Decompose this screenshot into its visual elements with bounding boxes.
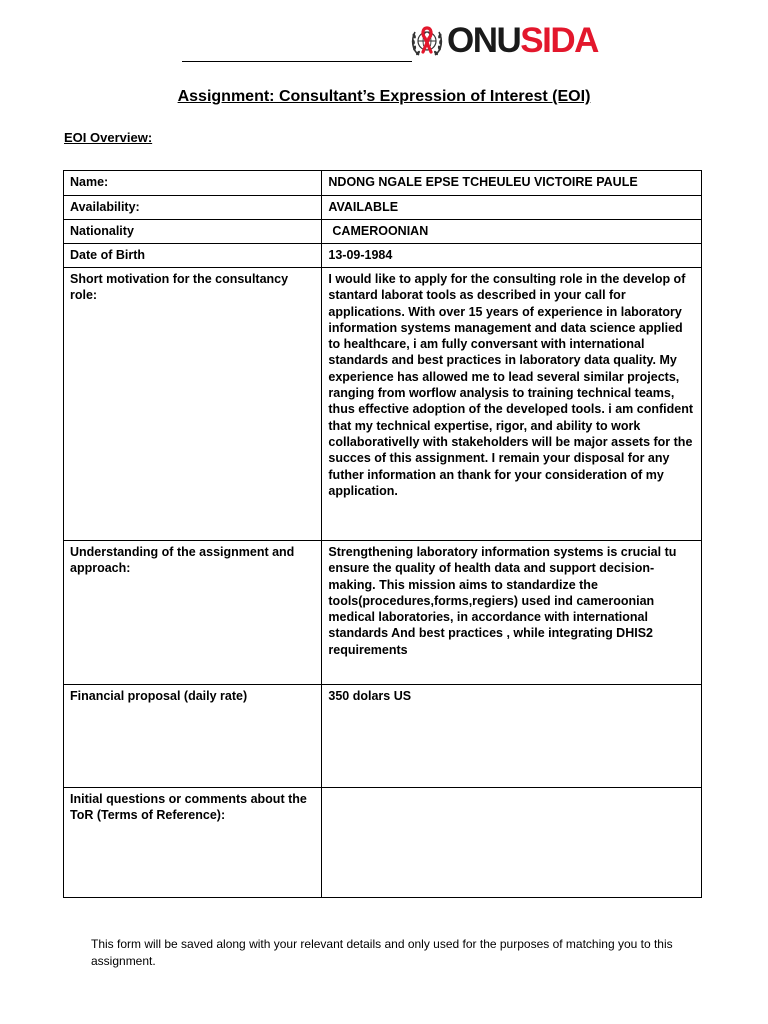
table-row [64, 244, 702, 268]
footer-note: This form will be saved along with your relevant details and only used for the purposes of matching you to this assignment. [91, 937, 673, 968]
nationality-text: CAMEROONIAN [332, 224, 429, 238]
field-label: Availability: [64, 196, 322, 220]
table-row [64, 268, 702, 541]
table-row [64, 788, 702, 898]
field-value-understanding: Strengthening laboratory information systems is crucial tu ensure the quality of health data and support decision-making. This mission aims to standardize the tools(procedures,forms,regiers) used ind cameroonian medical laboratories, in accordance with international standards And best practices , while integrating DHIS2 requirements [322, 541, 702, 685]
eoi-table [63, 170, 702, 898]
signature-line [182, 61, 412, 62]
table-row [64, 196, 702, 220]
logo-text-onu: ONU [447, 21, 521, 60]
field-value-financial-proposal: 350 dolars US [322, 685, 702, 788]
field-value-name: NDONG NGALE EPSE TCHEULEU VICTOIRE PAULE [322, 171, 702, 196]
field-value-tor-comments [322, 788, 702, 898]
logo-text-sida: SIDA [520, 21, 598, 60]
field-label: Understanding of the assignment and approach: [64, 541, 322, 685]
field-label: Initial questions or comments about the ToR (Terms of Reference): [64, 788, 322, 898]
onusida-logo [410, 18, 598, 64]
section-label: EOI Overview: [64, 130, 153, 145]
table-row [64, 541, 702, 685]
field-label: Date of Birth [64, 244, 322, 268]
field-label: Short motivation for the consultancy role: [64, 268, 322, 541]
page-title: Assignment: Consultant’s Expression of Interest (EOI) [177, 88, 591, 105]
logo-wordmark [447, 21, 598, 61]
field-label: Nationality [64, 220, 322, 244]
table-row [64, 220, 702, 244]
field-value-date-of-birth: 13-09-1984 [322, 244, 702, 268]
table-row [64, 171, 702, 196]
field-value-motivation: I would like to apply for the consulting role in the develop of stantard laborat tools as described in your call for applications. With over 15 years of experience in laboratory information systems management and data science applied to healthcare, i am fully conversant with international standards and best practices in laboratory data quality. My experience has allowed me to lead several similar projects, ranging from worflow analysis to training technical teams, thus effective adoption of the developed tools. i am confident that my technical expertise, rigor, and ability to work collaborativelly with stakeholders will be major assets for the succes of this assignment. I remain your disposal for any futher information an thank for your consideration of my application. [322, 268, 702, 541]
field-label: Name: [64, 171, 322, 196]
field-value-availability: AVAILABLE [322, 196, 702, 220]
un-wreath-red-ribbon-icon [410, 22, 444, 60]
field-label: Financial proposal (daily rate) [64, 685, 322, 788]
table-row [64, 685, 702, 788]
field-value-nationality [322, 220, 702, 244]
